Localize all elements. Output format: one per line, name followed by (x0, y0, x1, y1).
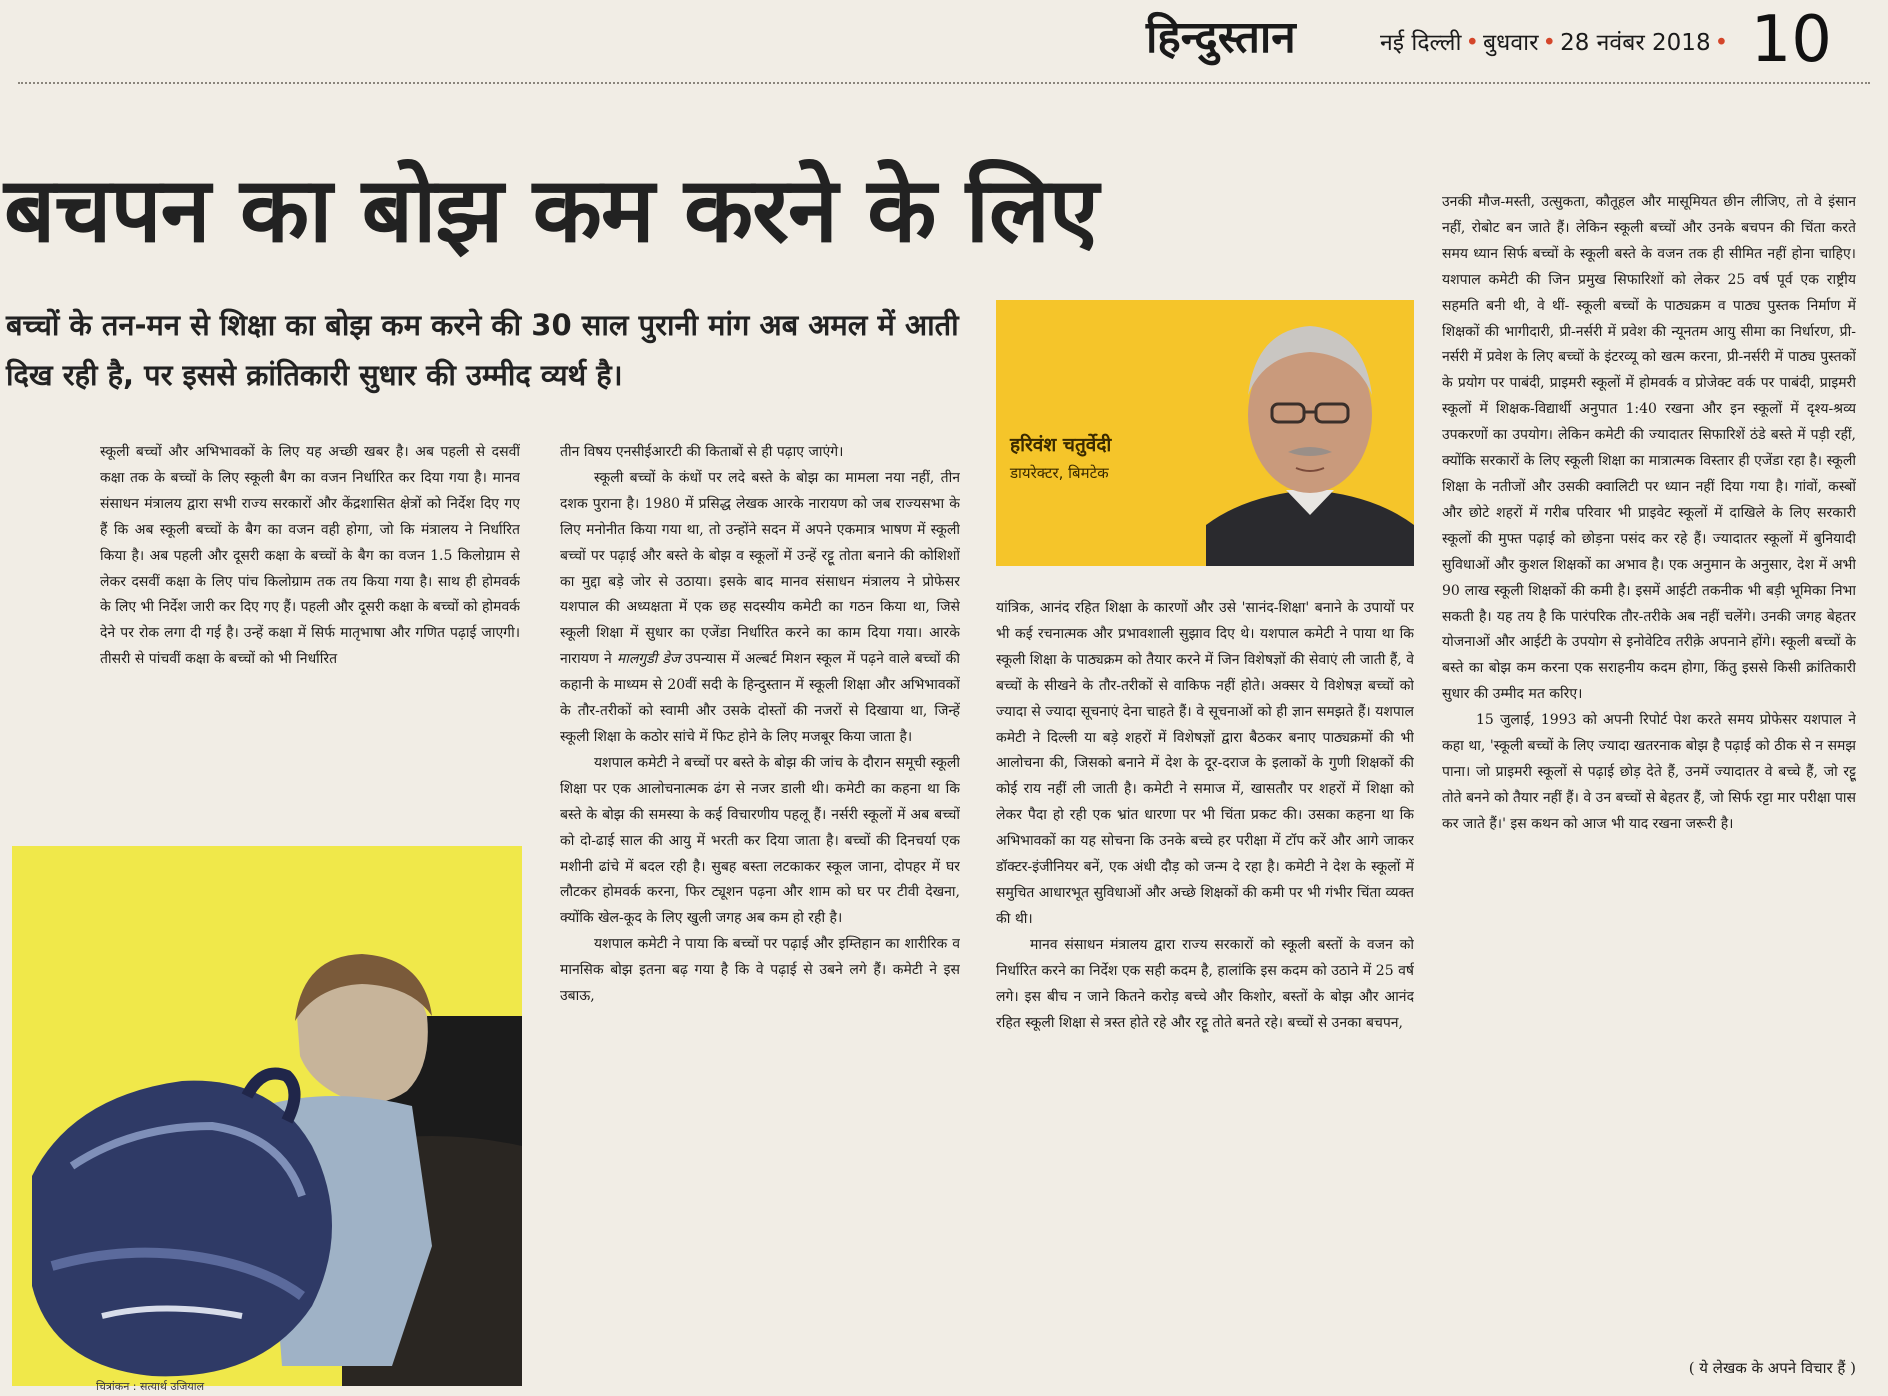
author-portrait (1206, 300, 1414, 566)
article-column-3 (996, 596, 1414, 1386)
deck: बच्चों के तन-मन से शिक्षा का बोझ कम करने की 30 साल पुरानी मांग अब अमल में आती दिख रही है, पर इससे क्रांतिकारी सुधार की उम्मीद व्यर्थ है। (6, 308, 959, 392)
author-role: डायरेक्टर, बिमटेक (1010, 464, 1109, 482)
paragraph: स्कूली बच्चों और अभिभावकों के लिए यह अच्छी खबर है। अब पहली से दसवीं कक्षा तक के बच्चों के लिए स्कूली बैग का वजन निर्धारित कर दिया गया है। मानव संसाधन मंत्रालय द्वारा सभी राज्य सरकारों और केंद्रशासित क्षेत्रों को निर्देश दिए गए हैं कि अब स्कूली बच्चों के बैग का वजन वही होगा, जो कि मंत्रालय ने निर्धारित किया है। अब पहली और दूसरी कक्षा के बच्चों के बैग का वजन 1.5 किलोग्राम से लेकर दसवीं कक्षा के लिए पांच किलोग्राम तक तय किया गया है। साथ ही होमवर्क के लिए भी निर्देश जारी कर दिए गए हैं। पहली और दूसरी कक्षा के बच्चों को होमवर्क देने पर रोक लगा दी गई है। उन्हें कक्षा में सिर्फ मातृभाषा और गणित पढ़ाई जाएगी। तीसरी से पांचवीं कक्षा के बच्चों को भी निर्धारित (100, 444, 520, 668)
author-box (996, 300, 1414, 566)
paragraph (560, 466, 960, 751)
paragraph: यशपाल कमेटी ने बच्चों पर बस्ते के बोझ की जांच के दौरान समूची स्कूली शिक्षा पर एक आलोचनात्मक ढंग से नजर डाली थी। कमेटी का कहना था कि बस्ते के बोझ की समस्या के कई विचारणीय पहलू हैं। नर्सरी स्कूलों में अब बच्चों को दो-ढाई साल की आयु में भरती कर दिया जाता है। बच्चों की दिनचर्या एक मशीनी ढांचे में बदल रही है। सुबह बस्ता लटकाकर स्कूल जाना, दोपहर में घर लौटकर होमवर्क करना, फिर ट्यूशन पढ़ना और शाम को घर पर टीवी देखना, क्योंकि खेल-कूद के लिए खुली जगह अब कम हो रही है। (560, 754, 960, 927)
article-column-4 (1442, 190, 1856, 1350)
book-title: मालगुडी डेज (616, 651, 681, 668)
bullet-icon: • (1542, 30, 1557, 56)
article-column-2 (560, 440, 960, 1385)
paragraph: यशपाल कमेटी ने पाया कि बच्चों पर पढ़ाई और इम्तिहान का शारीरिक व मानसिक बोझ इतना बढ़ गया है कि वे पढ़ाई से उबने लगे हैं। कमेटी ने इस उबाऊ, (560, 936, 960, 1005)
paragraph: तीन विषय एनसीईआरटी की किताबों से ही पढ़ाए जाएंगे। (560, 444, 844, 460)
paragraph-text: उपन्यास में अल्बर्ट मिशन स्कूल में पढ़ने वाले बच्चों की कहानी के माध्यम से 20वीं सदी के हिन्दुस्तान में स्कूली शिक्षा और अभिभावकों के तौर-तरीकों को स्वामी और उसके दोस्तों की नजरों से दिखाया था, जिन्हें स्कूली शिक्षा के कठोर सांचे में फिट होने के लिए मजबूर किया जाता है। (560, 651, 960, 745)
dateline (1380, 28, 1732, 58)
bullet-icon: • (1714, 30, 1729, 56)
child-with-heavy-bag-icon (12, 846, 522, 1386)
photo-credit: चित्रांकन : सत्यार्थ उजियाल (96, 1380, 205, 1393)
dateline-date: 28 नवंबर 2018 (1560, 30, 1711, 56)
author-name: हरिवंश चतुर्वेदी (1010, 434, 1112, 456)
page-number: 10 (1750, 3, 1832, 77)
paragraph-text: स्कूली बच्चों के कंधों पर लदे बस्ते के बोझ का मामला नया नहीं, तीन दशक पुराना है। 1980 में प्रसिद्ध लेखक आरके नारायण को जब राज्यसभा के लिए मनोनीत किया गया था, तो उन्होंने सदन में अपने एकमात्र भाषण में स्कूली बच्चों पर पढ़ाई और बस्ते के बोझ व स्कूलों में उन्हें रट्टू तोता बनाने की कोशिशों का मुद्दा बड़े जोर से उठाया। इसके बाद मानव संसाधन मंत्रालय ने प्रोफेसर यशपाल की अध्यक्षता में एक छह सदस्यीय कमेटी का गठन किया था, जिसे स्कूली शिक्षा में सुधार का एजेंडा निर्धारित करने का काम दिया गया। आरके नारायण ने (560, 469, 960, 668)
paragraph: यांत्रिक, आनंद रहित शिक्षा के कारणों और उसे 'सानंद-शिक्षा' बनाने के उपायों पर भी कई रचनात्मक और प्रभावशाली सुझाव दिए थे। यशपाल कमेटी ने पाया था कि स्कूली शिक्षा के पाठ्यक्रम को तैयार करने में जिन विशेषज्ञों की सेवाएं ली जाती हैं, वे बच्चों के सीखने के तौर-तरीकों से वाकिफ नहीं होते। अक्सर ये विशेषज्ञ बच्चों को ज्यादा से ज्यादा सूचनाएं देना चाहते हैं। वे सूचनाओं को ही ज्ञान समझते हैं। यशपाल कमेटी ने दिल्ली या बड़े शहरों में विशेषज्ञों द्वारा बैठकर बनाए पाठ्यक्रमों की भी आलोचना की, जिसको बनाने में देश के दूर-दराज के इलाकों के गुणी शिक्षकों की कोई राय नहीं ली जाती है। कमेटी ने समाज में, खासतौर पर शहरों में शिक्षा को लेकर पैदा हो रही एक भ्रांत धारणा पर भी चिंता प्रकट की। उसका कहना था कि अभिभावकों का यह सोचना कि उनके बच्चे हर परीक्षा में टॉप करें और आगे जाकर डॉक्टर-इंजीनियर बनें, एक अंधी दौड़ को जन्म दे रहा है। कमेटी ने देश के स्कूलों में समुचित आधारभूत सुविधाओं और अच्छे शिक्षकों की कमी पर भी गंभीर चिंता व्यक्त की थी। (996, 600, 1414, 927)
paragraph: 15 जुलाई, 1993 को अपनी रिपोर्ट पेश करते समय प्रोफेसर यशपाल ने कहा था, 'स्कूली बच्चों के लिए ज्यादा खतरनाक बोझ है पढ़ाई को ठीक से न समझ पाना। जो प्राइमरी स्कूलों से पढ़ाई छोड़ देते हैं, उनमें ज्यादातर वे बच्चे हैं, जो रट्टू तोते बनने को तैयार नहीं हैं। वे उन बच्चों से बेहतर हैं, जो सिर्फ रट्टा मार परीक्षा पास कर जाते हैं।' इस कथन को आज भी याद रखना जरूरी है। (1442, 712, 1856, 832)
article-column-1 (100, 440, 520, 850)
paragraph: उनकी मौज-मस्ती, उत्सुकता, कौतूहल और मासूमियत छीन लीजिए, तो वे इंसान नहीं, रोबोट बन जाते हैं। लेकिन स्कूली बच्चों और उनके बचपन की चिंता करते समय ध्यान सिर्फ बच्चों के स्कूली बस्ते के वजन तक ही सीमित नहीं होना चाहिए। यशपाल कमेटी की जिन प्रमुख सिफारिशों को लेकर 25 वर्ष पूर्व एक राष्ट्रीय सहमति बनी थी, वे थीं- स्कूली बच्चों के पाठ्यक्रम व पाठ्य पुस्तक निर्माण में शिक्षकों की भागीदारी, प्री-नर्सरी में प्रवेश की न्यूनतम आयु सीमा का निर्धारण, प्री-नर्सरी में प्रवेश के लिए बच्चों के इंटरव्यू को खत्म करना, प्री-नर्सरी में पाठ्य पुस्तकों के प्रयोग पर पाबंदी, प्राइमरी स्कूलों में होमवर्क व प्रोजेक्ट वर्क पर पाबंदी, प्राइमरी स्कूलों में शिक्षक-विद्यार्थी अनुपात 1:40 रखना और इन स्कूलों में दृश्य-श्रव्य उपकरणों का उपयोग। लेकिन कमेटी की ज्यादातर सिफारिशें ठंडे बस्ते में पड़ी रहीं, क्योंकि सरकारों के लिए स्कूली शिक्षा का मात्रात्मक विस्तार ही एजेंडा रहा है। स्कूली शिक्षा के नतीजों और उसकी क्वालिटी पर ध्यान नहीं दिया गया है। गांवों, कस्बों और छोटे शहरों में गरीब परिवार भी प्राइवेट स्कूलों में दाखिले के लिए सरकारी स्कूलों की मुफ्त पढ़ाई को छोड़ना पसंद कर रहे हैं। ज्यादातर स्कूलों में बुनियादी सुविधाओं और कुशल शिक्षकों का अभाव है। एक अनुमान के अनुसार, देश में अभी 90 लाख स्कूली शिक्षकों की कमी है। इसमें आईटी तकनीक भी बड़ी भूमिका निभा सकती है। यह तय है कि पारंपरिक तौर-तरीके अब नहीं चलेंगे। उनकी जगह बेहतर योजनाओं और आईटी के उपयोग से इनोवेटिव तरीक़े अपनाने होंगे। स्कूली बच्चों के बस्ते का बोझ कम करना एक सराहनीय कदम होगा, किंतु इससे किसी क्रांतिकारी सुधार की उम्मीद मत करिए। (1442, 194, 1856, 703)
headline: बचपन का बोझ कम करने के लिए (4, 158, 1098, 263)
dateline-weekday: बुधवार (1483, 30, 1539, 56)
bullet-icon: • (1465, 30, 1480, 56)
dateline-city: नई दिल्ली (1380, 30, 1462, 56)
newspaper-name: हिन्दुस्तान (1146, 12, 1296, 63)
paragraph: मानव संसाधन मंत्रालय द्वारा राज्य सरकारों को स्कूली बस्तों के वजन को निर्धारित करने का निर्देश एक सही कदम है, हालांकि इस कदम को उठाने में 25 वर्ष लगे। इस बीच न जाने कितने करोड़ बच्चे और किशोर, बस्तों के बोझ और आनंद रहित स्कूली शिक्षा से त्रस्त होते रहे और रट्टू तोते बनते रहे। बच्चों से उनका बचपन, (996, 936, 1414, 1031)
disclaimer: ( ये लेखक के अपने विचार हैं ) (1688, 1359, 1856, 1377)
masthead-rule (18, 82, 1870, 84)
masthead (1140, 3, 1872, 77)
illustration (12, 846, 522, 1386)
